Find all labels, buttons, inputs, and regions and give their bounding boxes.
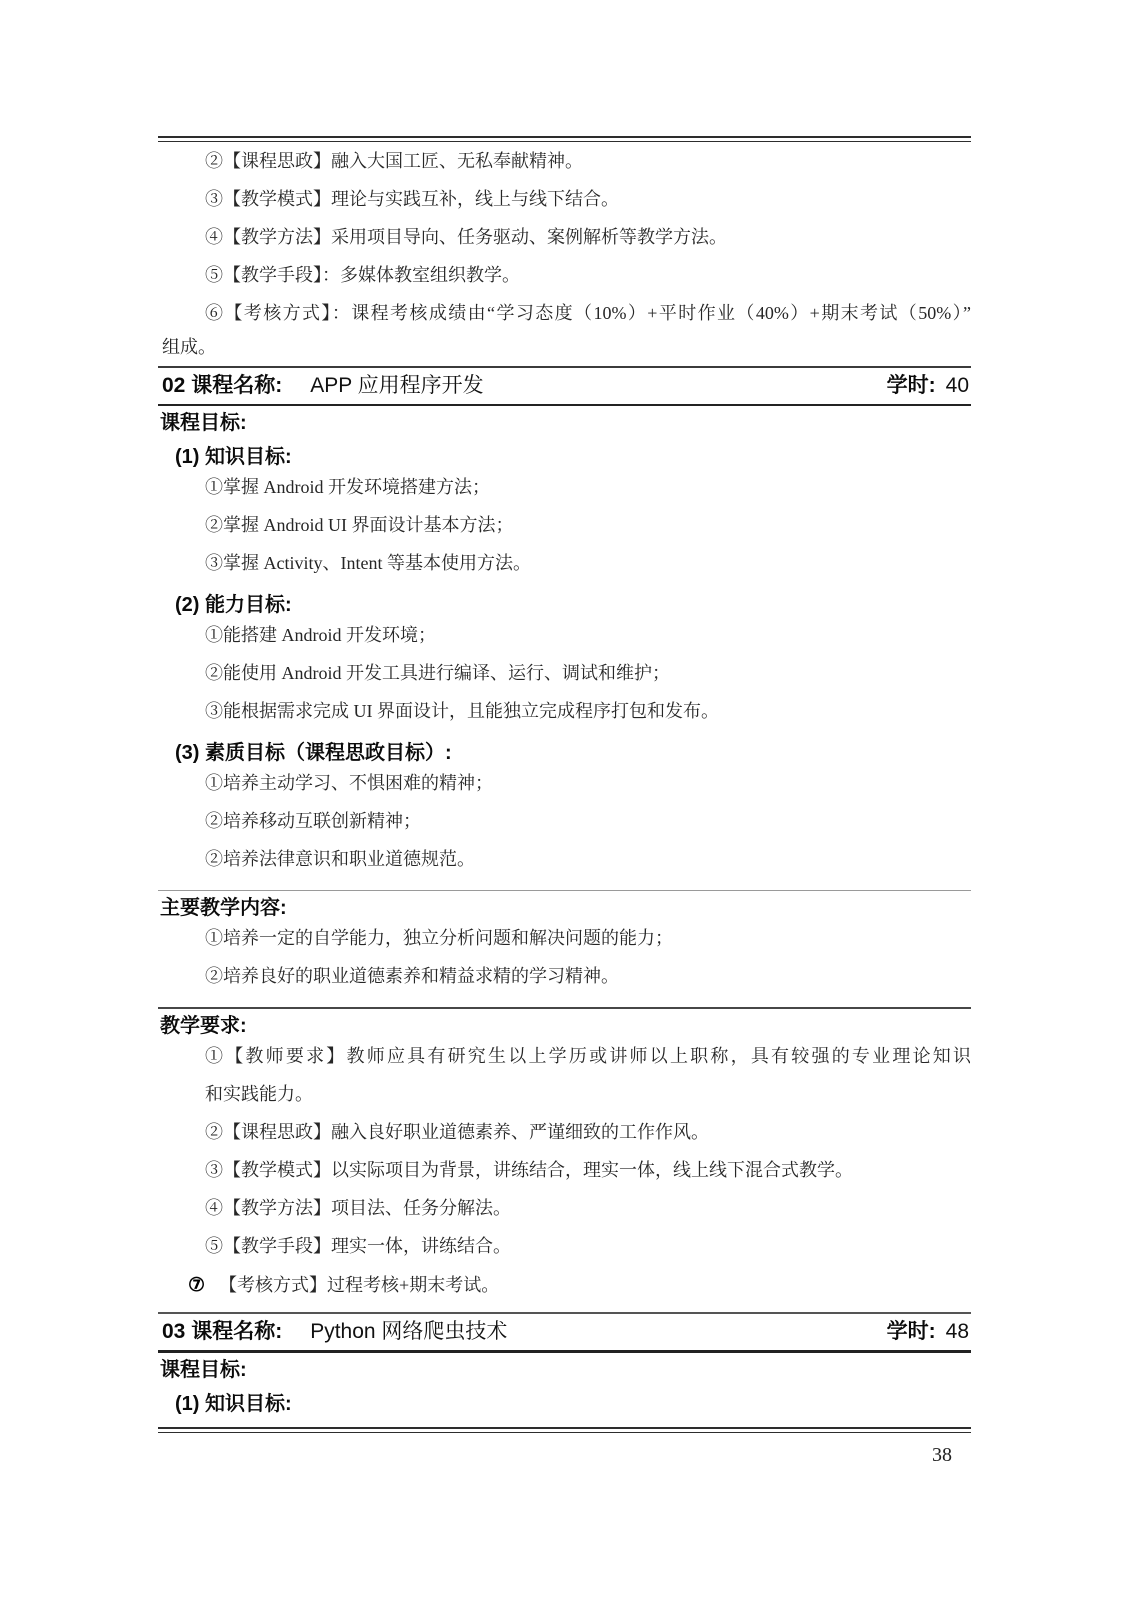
subsection-heading-knowledge: (1) 知识目标: [175,446,292,468]
list-item: ③掌握 Activity、Intent 等基本使用方法。 [205,553,531,573]
list-item: ②培养良好的职业道德素养和精益求精的学习精神。 [205,966,619,986]
list-item: ③【教学模式】以实际项目为背景，讲练结合，理实一体，线上线下混合式教学。 [205,1160,853,1180]
table-top-double-rule [158,136,971,142]
course-hours-value: 48 [945,1320,969,1343]
course-hours-value: 40 [945,374,969,397]
circled-number: ⑦ [188,1275,206,1296]
list-item: ⑤【教学手段】：多媒体教室组织教学。 [205,265,520,285]
section-divider-rule [158,890,971,891]
subsection-heading-quality: (3) 素质目标（课程思政目标）: [175,742,452,764]
table-bottom-double-rule [158,1427,971,1433]
assessment-list-item [188,1273,971,1298]
page-number: 38 [932,1444,952,1466]
list-item: ①【教师要求】教师应具有研究生以上学历或讲师以上职称，具有较强的专业理论知识 [205,1046,971,1066]
list-item: ①能搭建 Android 开发环境； [205,625,436,645]
list-item: ②培养移动互联创新精神； [205,811,421,831]
assessment-text: 【考核方式】过程考核+期末考试。 [219,1275,500,1295]
section-heading-requirements: 教学要求: [160,1015,247,1037]
course-number-label: 03 课程名称: [162,1320,283,1343]
list-item: ②培养法律意识和职业道德规范。 [205,849,475,869]
section-heading-main-content: 主要教学内容: [160,897,287,919]
list-item: ①培养主动学习、不惧困难的精神； [205,773,493,793]
course-number-label: 02 课程名称: [162,374,283,397]
subsection-heading-ability: (2) 能力目标: [175,594,292,616]
list-item: ④【教学方法】采用项目导向、任务驱动、案例解析等教学方法。 [205,227,727,247]
section-divider-rule [158,1007,971,1009]
wrapped-line: 和实践能力。 [205,1084,313,1104]
course-name: APP 应用程序开发 [310,374,484,397]
list-item: ①掌握 Android 开发环境搭建方法； [205,477,490,497]
list-item: ②能使用 Android 开发工具进行编译、运行、调试和维护； [205,663,670,683]
document-page-content [158,136,971,1433]
wrapped-line: 组成。 [162,337,216,357]
list-item: ⑥【考核方式】：课程考核成绩由“学习态度（10%）+平时作业（40%）+期末考试（50%）” [205,303,971,323]
subsection-heading-knowledge: (1) 知识目标: [175,1393,292,1415]
list-item: ②【课程思政】融入良好职业道德素养、严谨细致的工作作风。 [205,1122,709,1142]
section-heading-objectives: 课程目标: [160,1359,247,1381]
list-item: ⑤【教学手段】理实一体，讲练结合。 [205,1236,511,1256]
list-item: ③【教学模式】理论与实践互补，线上与线下结合。 [205,189,619,209]
course-hours-label: 学时: [886,374,936,397]
list-item: ③能根据需求完成 UI 界面设计，且能独立完成程序打包和发布。 [205,701,719,721]
course-header-row-03 [158,1312,971,1353]
list-item: ②【课程思政】融入大国工匠、无私奉献精神。 [205,151,583,171]
course-header-row-02 [158,366,971,406]
course-hours-label: 学时: [886,1320,936,1343]
section-heading-objectives: 课程目标: [160,412,247,434]
list-item: ④【教学方法】项目法、任务分解法。 [205,1198,511,1218]
list-item: ①培养一定的自学能力，独立分析问题和解决问题的能力； [205,928,673,948]
course-name: Python 网络爬虫技术 [310,1320,508,1343]
list-item: ②掌握 Android UI 界面设计基本方法； [205,515,514,535]
